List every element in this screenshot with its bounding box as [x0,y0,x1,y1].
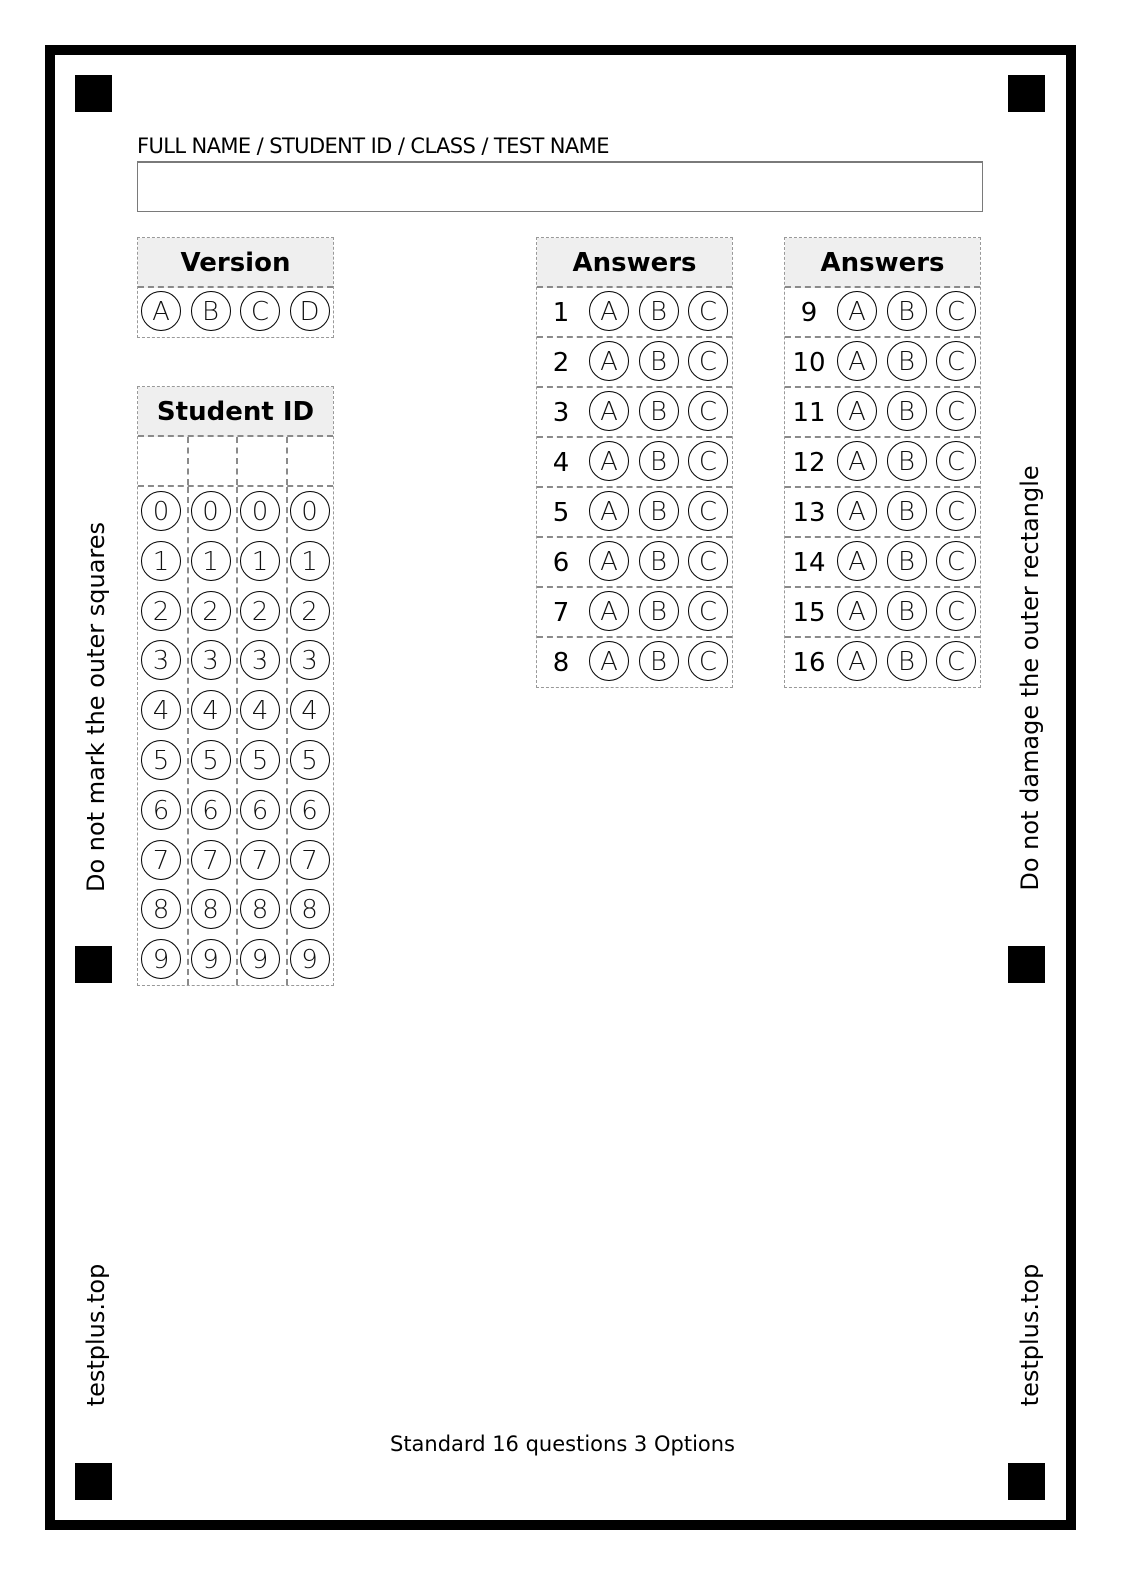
student-id-bubble[interactable]: 1 [290,541,330,581]
answer-row [785,538,980,588]
student-id-bubble[interactable]: 8 [290,889,330,929]
student-id-bubble[interactable]: 0 [290,491,330,531]
version-table [137,237,334,338]
answer-bubble-b[interactable]: B [887,641,927,681]
question-number: 1 [552,298,570,328]
question-number: 6 [552,548,570,578]
question-number: 9 [800,298,818,328]
student-id-bubble[interactable]: 8 [240,889,280,929]
registration-square-top-right [1008,75,1045,112]
answer-bubble-a[interactable]: A [837,441,877,481]
student-id-bubble[interactable]: 9 [141,939,181,979]
student-id-bubble[interactable]: 5 [191,740,231,780]
question-number: 16 [792,648,826,678]
version-bubble-b[interactable]: B [191,291,231,331]
student-id-bubble[interactable]: 3 [290,640,330,680]
student-id-bubble[interactable]: 1 [191,541,231,581]
student-id-bubble[interactable]: 2 [191,591,231,631]
answer-bubble-c[interactable]: C [936,391,976,431]
answers-table-1 [536,237,733,688]
answer-row [785,638,980,687]
answer-bubble-a[interactable]: A [837,341,877,381]
answer-bubble-c[interactable]: C [936,641,976,681]
name-field-box[interactable] [137,161,983,212]
student-id-bubble-grid [138,487,333,985]
registration-square-mid-left [75,946,112,983]
answers-title-2: Answers [785,238,980,288]
answer-bubble-b[interactable]: B [639,341,679,381]
answer-bubble-b[interactable]: B [639,441,679,481]
answer-bubble-b[interactable]: B [887,541,927,581]
student-id-bubble[interactable]: 5 [240,740,280,780]
answer-bubble-c[interactable]: C [936,341,976,381]
answer-bubble-a[interactable]: A [837,541,877,581]
answer-bubble-a[interactable]: A [589,441,629,481]
right-brand: testplus.top [1016,1263,1044,1407]
student-id-bubble[interactable]: 9 [240,939,280,979]
student-id-bubble[interactable]: 4 [141,690,181,730]
question-number: 10 [792,348,826,378]
student-id-bubble[interactable]: 7 [240,840,280,880]
answers-table-2 [784,237,981,688]
question-number: 12 [792,448,826,478]
version-bubble-c[interactable]: C [240,291,280,331]
answer-row [537,438,732,488]
answer-bubble-b[interactable]: B [639,641,679,681]
answer-bubble-b[interactable]: B [887,391,927,431]
answer-row [785,288,980,338]
student-id-bubble[interactable]: 7 [141,840,181,880]
answer-row [785,488,980,538]
student-id-bubble[interactable]: 6 [290,790,330,830]
question-number: 15 [792,598,826,628]
answer-bubble-b[interactable]: B [639,491,679,531]
answer-row [537,538,732,588]
answer-bubble-c[interactable]: C [936,491,976,531]
answer-bubble-a[interactable]: A [589,591,629,631]
answer-bubble-a[interactable]: A [589,641,629,681]
answer-bubble-b[interactable]: B [887,491,927,531]
student-id-bubble[interactable]: 4 [240,690,280,730]
answer-row [537,388,732,438]
student-id-column-divider [286,487,288,985]
answer-bubble-b[interactable]: B [639,291,679,331]
left-brand: testplus.top [82,1263,110,1407]
student-id-bubble[interactable]: 6 [141,790,181,830]
answers-title-1: Answers [537,238,732,288]
answer-bubble-a[interactable]: A [589,391,629,431]
answer-row [537,338,732,388]
student-id-bubble[interactable]: 2 [240,591,280,631]
question-number: 5 [552,498,570,528]
right-notice: Do not damage the outer rectangle [1016,465,1044,891]
student-id-bubble[interactable]: 0 [191,491,231,531]
answer-row [537,488,732,538]
student-id-bubble[interactable]: 3 [191,640,231,680]
student-id-bubble[interactable]: 7 [290,840,330,880]
answer-bubble-c[interactable]: C [688,641,728,681]
version-options-row [138,288,333,337]
answer-row [537,588,732,638]
student-id-bubble[interactable]: 3 [141,640,181,680]
name-field-label: FULL NAME / STUDENT ID / CLASS / TEST NAME [137,134,609,158]
question-number: 13 [792,498,826,528]
answer-bubble-a[interactable]: A [837,291,877,331]
student-id-bubble[interactable]: 0 [240,491,280,531]
answer-bubble-c[interactable]: C [688,291,728,331]
answer-bubble-a[interactable]: A [837,591,877,631]
student-id-table [137,386,334,986]
student-id-bubble[interactable]: 8 [141,889,181,929]
answer-bubble-b[interactable]: B [887,591,927,631]
student-id-bubble[interactable]: 4 [290,690,330,730]
question-number: 2 [552,348,570,378]
answer-row [785,338,980,388]
student-id-bubble[interactable]: 5 [141,740,181,780]
answer-bubble-c[interactable]: C [688,341,728,381]
answer-row [537,288,732,338]
student-id-bubble[interactable]: 0 [141,491,181,531]
answer-bubble-b[interactable]: B [887,291,927,331]
answer-bubble-b[interactable]: B [639,541,679,581]
question-number: 7 [552,598,570,628]
answer-bubble-b[interactable]: B [887,341,927,381]
version-bubble-d[interactable]: D [290,291,330,331]
student-id-column-divider [236,437,238,485]
student-id-bubble[interactable]: 9 [191,939,231,979]
student-id-column-divider [236,487,238,985]
registration-square-bottom-right [1008,1463,1045,1500]
question-number: 11 [792,398,826,428]
answer-bubble-a[interactable]: A [589,341,629,381]
question-number: 8 [552,648,570,678]
registration-square-top-left [75,75,112,112]
left-notice: Do not mark the outer squares [82,521,110,893]
version-title: Version [138,238,333,288]
answer-bubble-b[interactable]: B [887,441,927,481]
answer-row [785,438,980,488]
answer-bubble-a[interactable]: A [589,291,629,331]
question-number: 4 [552,448,570,478]
footer-description: Standard 16 questions 3 Options [389,1432,735,1456]
student-id-bubble[interactable]: 5 [290,740,330,780]
answer-bubble-c[interactable]: C [936,541,976,581]
question-number: 3 [552,398,570,428]
answer-bubble-c[interactable]: C [688,591,728,631]
answer-bubble-b[interactable]: B [639,591,679,631]
student-id-bubble[interactable]: 6 [191,790,231,830]
answer-bubble-a[interactable]: A [589,541,629,581]
answer-bubble-c[interactable]: C [688,541,728,581]
student-id-bubble[interactable]: 1 [141,541,181,581]
question-number: 14 [792,548,826,578]
student-id-bubble[interactable]: 6 [240,790,280,830]
student-id-bubble[interactable]: 3 [240,640,280,680]
registration-square-bottom-left [75,1463,112,1500]
answer-bubble-c[interactable]: C [688,491,728,531]
registration-square-mid-right [1008,946,1045,983]
student-id-bubble[interactable]: 2 [141,591,181,631]
answer-bubble-c[interactable]: C [936,441,976,481]
student-id-column-divider [187,437,189,485]
answer-row [537,638,732,687]
answer-bubble-a[interactable]: A [589,491,629,531]
student-id-bubble[interactable]: 2 [290,591,330,631]
student-id-bubble[interactable]: 9 [290,939,330,979]
student-id-bubble[interactable]: 1 [240,541,280,581]
answer-row [785,388,980,438]
student-id-bubble[interactable]: 4 [191,690,231,730]
answer-bubble-c[interactable]: C [688,441,728,481]
answer-bubble-a[interactable]: A [837,641,877,681]
student-id-title: Student ID [138,387,333,437]
answer-bubble-c[interactable]: C [688,391,728,431]
student-id-bubble[interactable]: 8 [191,889,231,929]
version-bubble-a[interactable]: A [141,291,181,331]
student-id-bubble[interactable]: 7 [191,840,231,880]
answer-bubble-c[interactable]: C [936,591,976,631]
student-id-column-divider [286,437,288,485]
answer-bubble-c[interactable]: C [936,291,976,331]
answer-row [785,588,980,638]
student-id-column-divider [187,487,189,985]
answer-bubble-a[interactable]: A [837,391,877,431]
student-id-write-row [138,437,333,487]
answer-bubble-a[interactable]: A [837,491,877,531]
answer-bubble-b[interactable]: B [639,391,679,431]
